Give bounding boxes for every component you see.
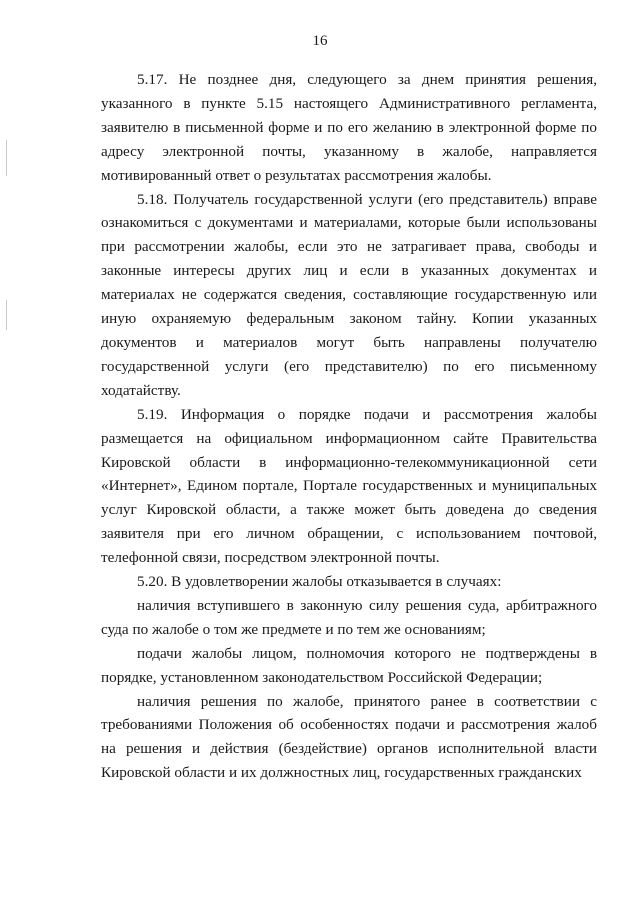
list-item-court-decision: наличия вступившего в законную силу решения суда, арбитражного суда по жалобе о том же предмете и по тем же основаниям; bbox=[101, 596, 597, 638]
paragraph-5-18: 5.18. Получатель государственной услуги (его представитель) вправе ознакомиться с документами и материалами, которые были использованы при рассмотрении жалобы, если это не затрагивает права, свободы и законные интересы других лиц и если в указанных документах и материалах не содержатся сведения, составляющие государственную или иную охраняемую федеральным законом тайну. Копии указанных документов и материалов могут быть направлены получателю государственной услуги (его представителю) по его письменному ходатайству. bbox=[101, 190, 597, 399]
document-body bbox=[101, 68, 597, 785]
page-number: 16 bbox=[312, 33, 328, 49]
list-item-unconfirmed-authority: подачи жалобы лицом, полномочия которого не подтверждены в порядке, установленном законодательством Российской Федерации; bbox=[101, 644, 597, 686]
list-item-previous-decision: наличия решения по жалобе, принятого ранее в соответствии с требованиями Положения об особенностях подачи и рассмотрения жалоб на решения и действия (бездействие) органов исполнительной власти Кировской области и их должностных лиц, государственных гражданских bbox=[101, 692, 597, 782]
paragraph-5-19: 5.19. Информация о порядке подачи и рассмотрения жалобы размещается на официальном информационном сайте Правительства Кировской области в информационно-телекоммуникационной сети «Интернет», Едином портале, Портале государственных и муниципальных услуг Кировской области, а также может быть доведена до сведения заявителя при его личном обращении, с использованием почтовой, телефонной связи, посредством электронной почты. bbox=[101, 405, 597, 567]
paragraph-5-17: 5.17. Не позднее дня, следующего за днем принятия решения, указанного в пункте 5.15 настоящего Административного регламента, заявителю в письменной форме и по его желанию в электронной форме по адресу электронной почты, указанному в жалобе, направляется мотивированный ответ о результатах рассмотрения жалобы. bbox=[101, 71, 597, 184]
scan-margin-mark bbox=[6, 300, 7, 330]
paragraph-5-20: 5.20. В удовлетворении жалобы отказывается в случаях: bbox=[137, 573, 502, 591]
scan-margin-mark bbox=[6, 140, 7, 176]
